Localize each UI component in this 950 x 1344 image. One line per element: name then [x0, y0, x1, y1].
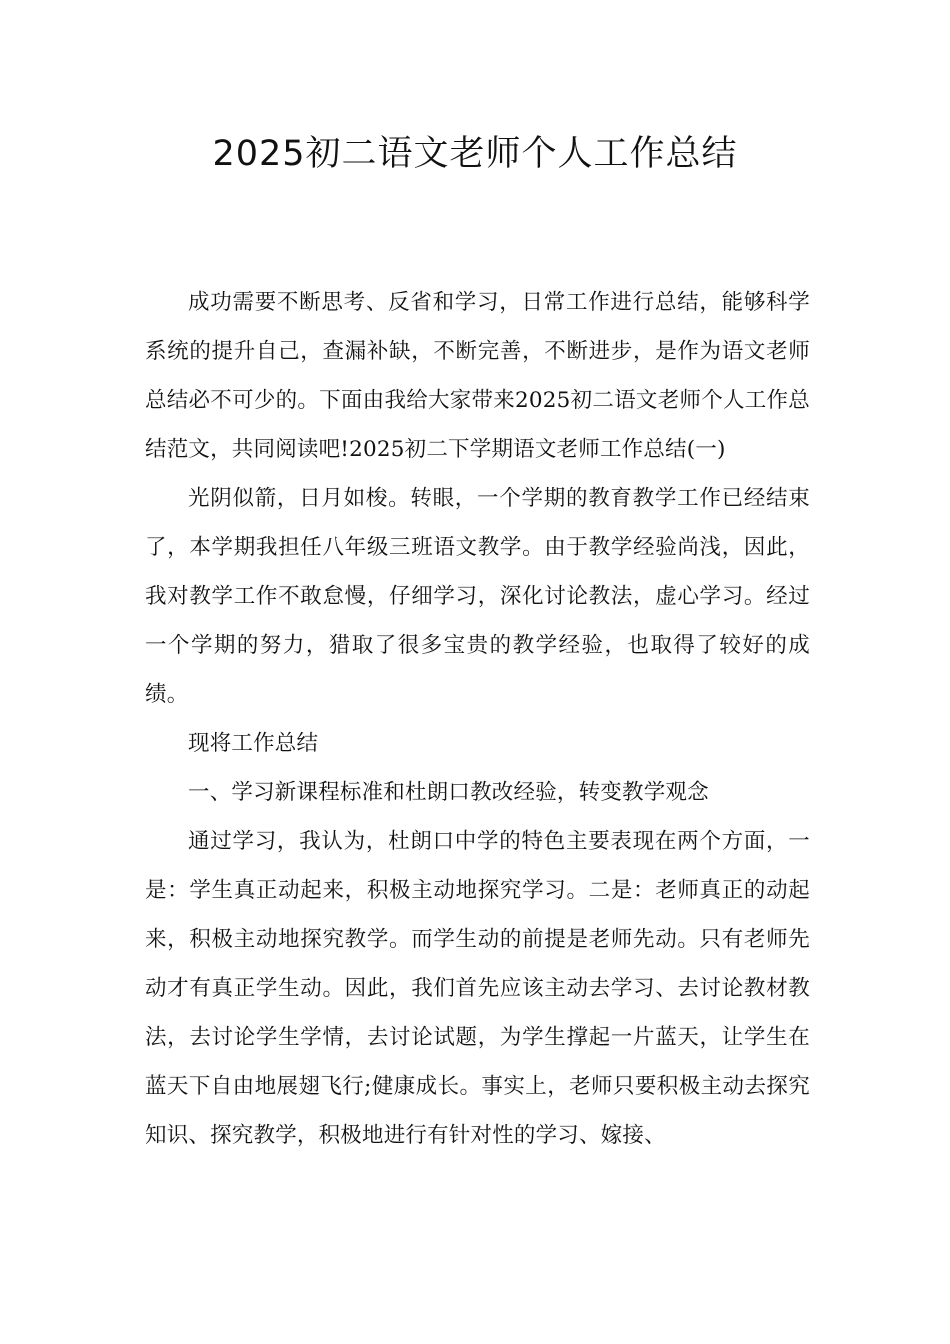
- paragraph-learning: 通过学习，我认为，杜朗口中学的特色主要表现在两个方面，一是：学生真正动起来，积极主动地探究学习。二是：老师真正的动起来，积极主动地探究教学。而学生动的前提是老师先动。只有老师先动才有真正学生动。因此，我们首先应该主动去学习、去讨论教材教法，去讨论学生学情，去讨论试题，为学生撑起一片蓝天，让学生在蓝天下自由地展翅飞行;健康成长。事实上，老师只要积极主动去探究知识、探究教学，积极地进行有针对性的学习、嫁接、: [145, 829, 810, 1148]
- section-heading-1: 一、学习新课程标准和杜朗口教改经验，转变教学观念: [188, 780, 709, 805]
- paragraph-intro: 成功需要不断思考、反省和学习，日常工作进行总结，能够科学系统的提升自己，查漏补缺，不断完善，不断进步，是作为语文老师总结必不可少的。下面由我给大家带来2025初二语文老师个人工作总结范文，共同阅读吧!2025初二下学期语文老师工作总结(一): [145, 290, 810, 462]
- paragraph-summary-heading: 现将工作总结: [188, 731, 319, 756]
- document-title: 2025初二语文老师个人工作总结: [212, 134, 738, 174]
- paragraph-semester: 光阴似箭，日月如梭。转眼，一个学期的教育教学工作已经结束了，本学期我担任八年级三班语文教学。由于教学经验尚浅，因此，我对教学工作不敢怠慢，仔细学习，深化讨论教法，虚心学习。经过一个学期的努力，猎取了很多宝贵的教学经验，也取得了较好的成绩。: [145, 486, 810, 707]
- document-body: [145, 278, 810, 1160]
